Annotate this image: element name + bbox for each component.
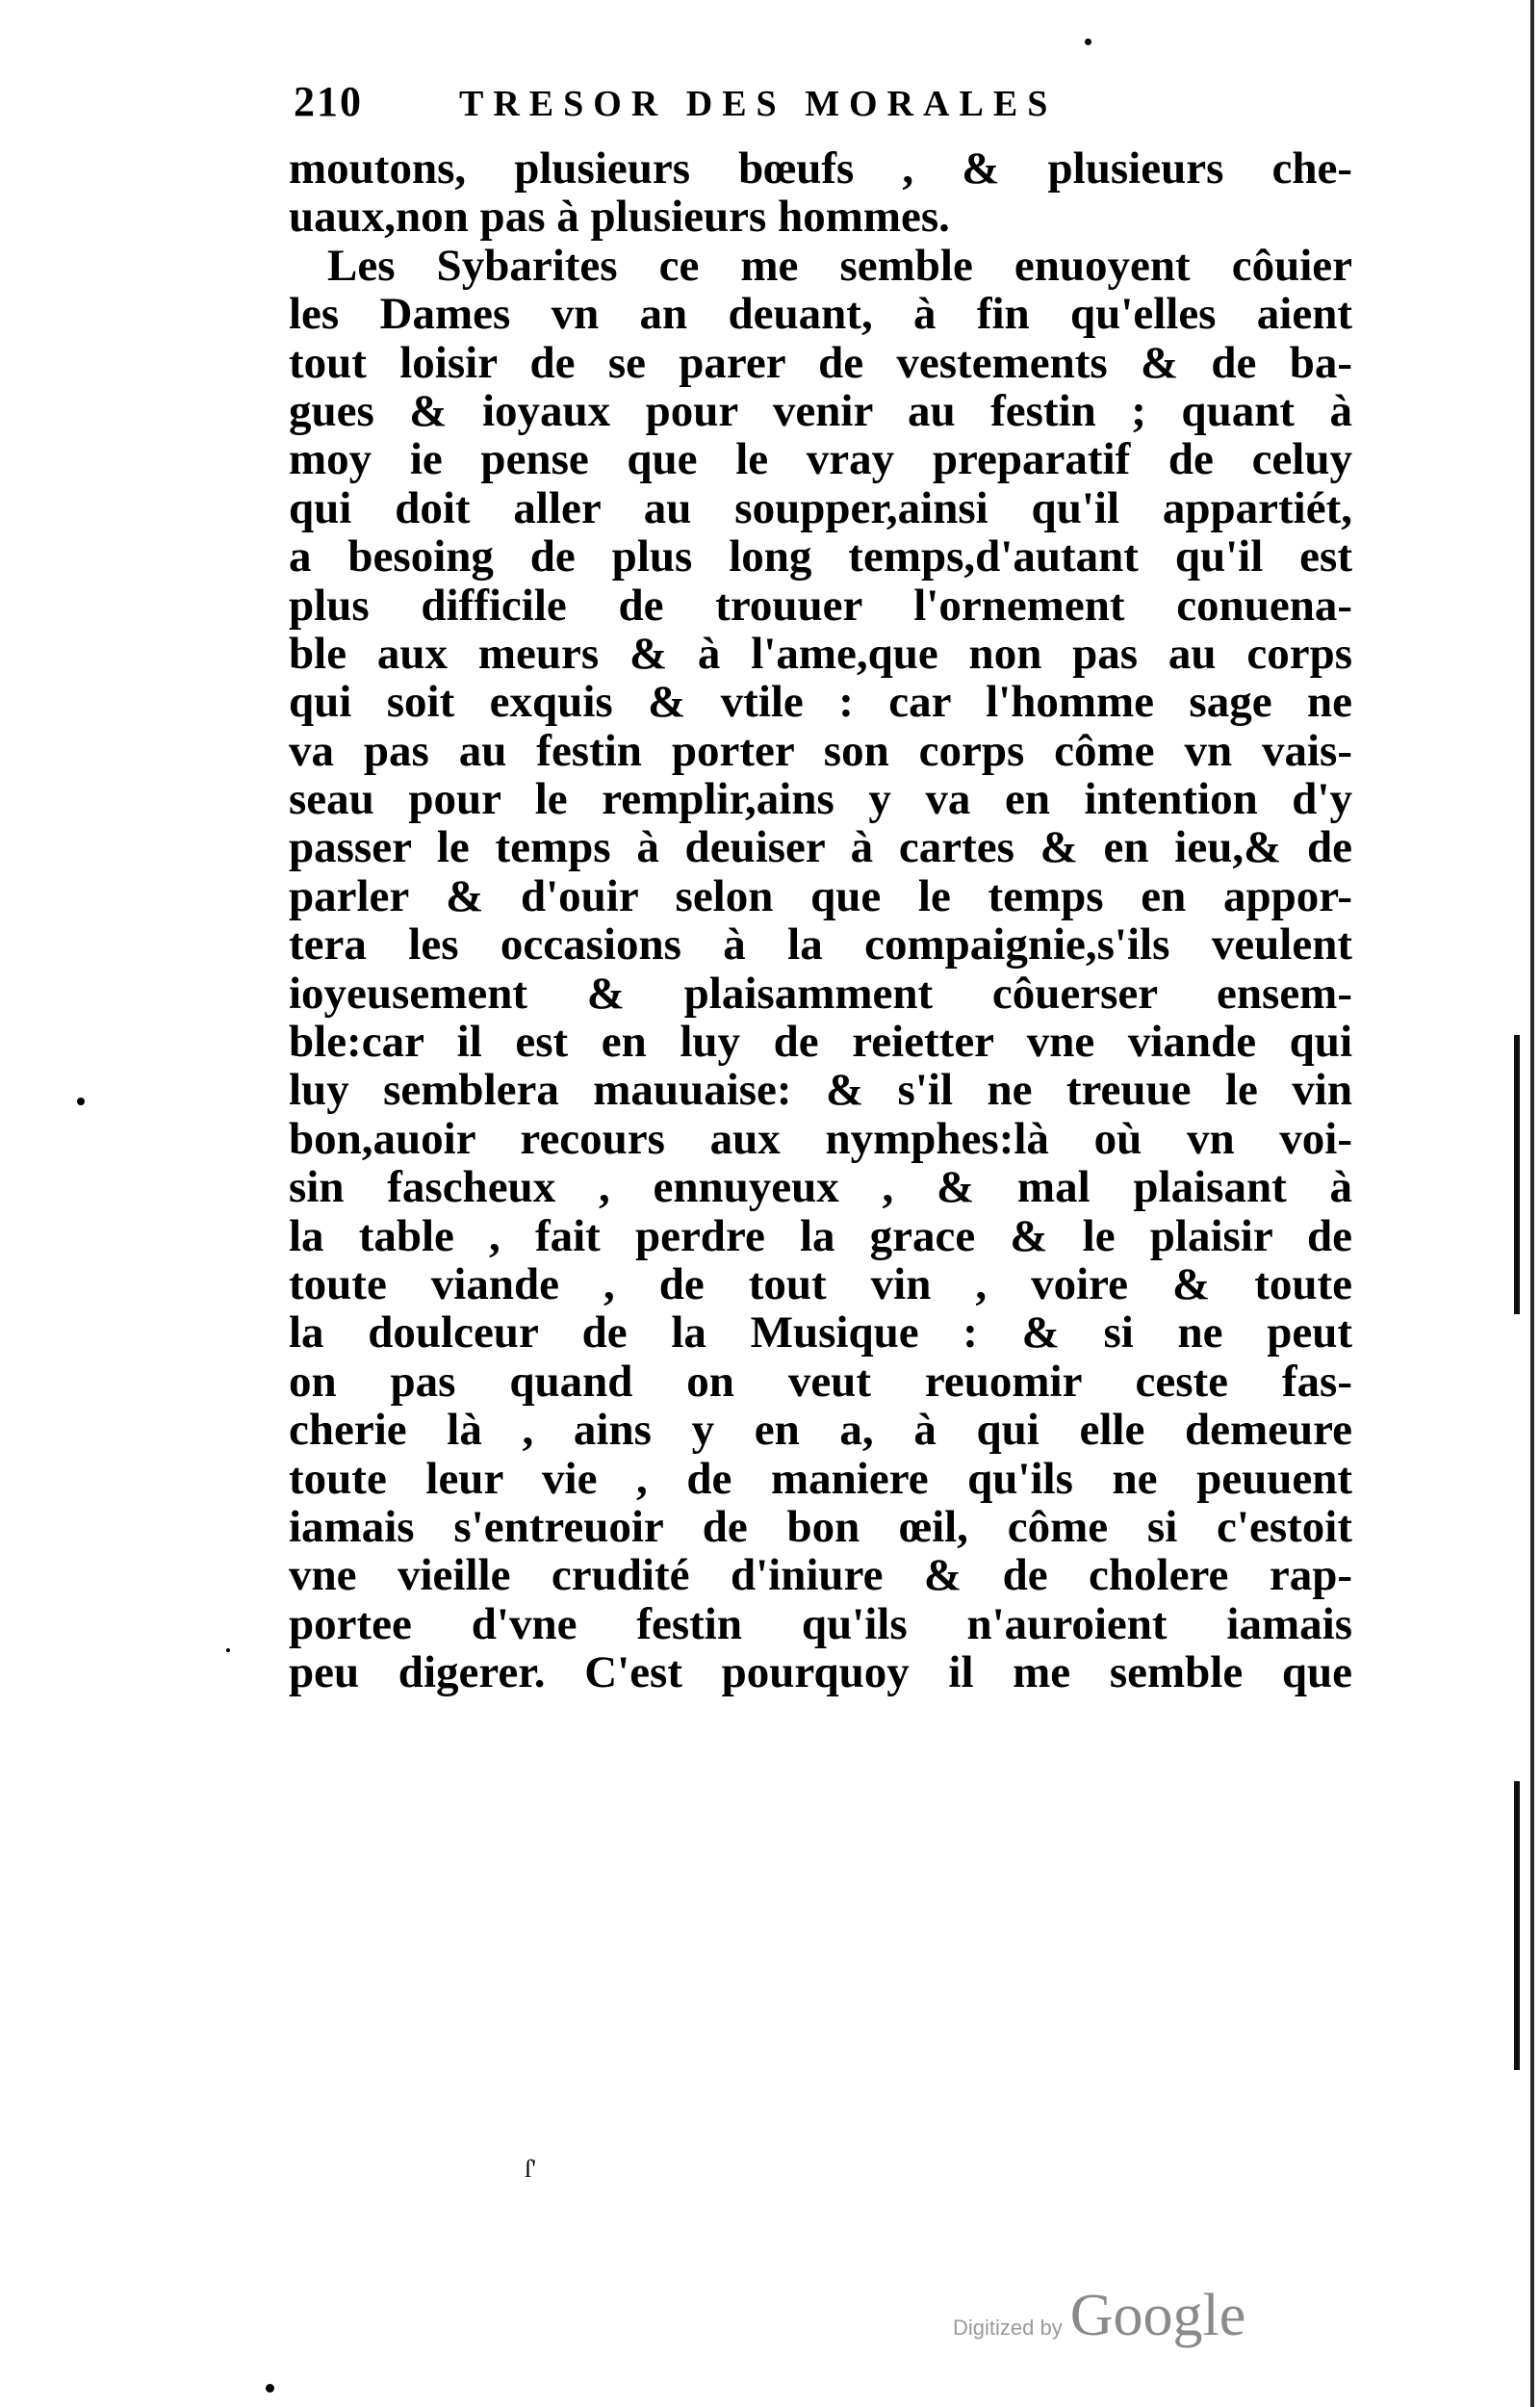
text-line: cherie là , ains y en a, à qui elle demeure — [289, 1406, 1352, 1455]
text-line: vne vieille crudité d'iniure & de cholere rap- — [289, 1551, 1352, 1600]
text-line: la doulceur de la Musique : & si ne peut — [289, 1308, 1352, 1358]
text-line: les Dames vn an deuant, à fin qu'elles aient — [289, 290, 1352, 339]
text-line: a besoing de plus long temps,d'autant qu'il est — [289, 532, 1352, 582]
text-line: seau pour le remplir,ains y va en intention d'y — [289, 775, 1352, 824]
text-line: tera les occasions à la compaignie,s'ils veulent — [289, 920, 1352, 970]
page-edge-mark — [1514, 1781, 1520, 2070]
text-line: moy ie pense que le vray preparatif de celuy — [289, 435, 1352, 484]
text-line: uaux,non pas à plusieurs hommes. — [289, 193, 950, 242]
page-number: 210 — [294, 78, 363, 125]
text-line: sin fascheux , ennuyeux , & mal plaisant à — [289, 1163, 1352, 1212]
running-head — [294, 77, 1218, 135]
body-text — [289, 144, 1352, 1697]
stray-ink-mark: ſ' — [525, 2155, 536, 2183]
text-line: ble:car il est en luy de reietter vne viande qui — [289, 1018, 1352, 1067]
text-line: luy semblera mauuaise: & s'il ne treuue le vin — [289, 1066, 1352, 1115]
text-line: qui doit aller au soupper,ainsi qu'il appartiét, — [289, 483, 1352, 533]
ink-speck — [266, 2384, 274, 2393]
page-edge-mark — [1514, 1035, 1520, 1314]
text-line: la table , fait perdre la grace & le plaisir de — [289, 1211, 1352, 1260]
ink-speck — [77, 1098, 85, 1105]
text-line: peu digerer. C'est pourquoy il me semble que — [289, 1648, 1352, 1697]
text-line: plus difficile de trouuer l'ornement conuena- — [289, 581, 1352, 630]
text-line: bon,auoir recours aux nymphes:là où vn voi- — [289, 1114, 1352, 1164]
text-line: passer le temps à deuiser à cartes & en ieu,& de — [289, 823, 1352, 872]
text-line: parler & d'ouir selon que le temps en appor- — [289, 871, 1352, 921]
digitization-watermark — [953, 2282, 1245, 2350]
text-line: on pas quand on veut reuomir ceste fas- — [289, 1357, 1352, 1407]
text-line: va pas au festin porter son corps côme vn vais- — [289, 726, 1352, 776]
text-line: iamais s'entreuoir de bon œil, côme si c'estoit — [289, 1502, 1352, 1552]
text-line: qui soit exquis & vtile : car l'homme sage ne — [289, 678, 1352, 727]
text-line: portee d'vne festin qu'ils n'auroient iamais — [289, 1599, 1352, 1649]
text-line: toute leur vie , de maniere qu'ils ne peuuent — [289, 1454, 1352, 1503]
ink-speck — [226, 1648, 230, 1652]
google-logo: Google — [1069, 2283, 1246, 2348]
watermark-prefix: Digitized by — [953, 2316, 1063, 2340]
running-title: TRESOR DES MORALES — [459, 84, 1058, 124]
text-line: Les Sybarites ce me semble enuoyent côuier — [327, 241, 1352, 291]
text-line: tout loisir de se parer de vestements & de ba- — [289, 338, 1352, 387]
text-line: gues & ioyaux pour venir au festin ; quant à — [289, 386, 1352, 436]
text-line: ioyeusement & plaisamment côuerser ensem- — [289, 969, 1352, 1019]
text-line: moutons, plusieurs bœufs , & plusieurs che- — [289, 144, 1352, 194]
page-edge-rule — [1530, 0, 1534, 2407]
ink-speck — [1085, 39, 1091, 45]
text-line: toute viande , de tout vin , voire & toute — [289, 1259, 1352, 1309]
text-line: ble aux meurs & à l'ame,que non pas au corps — [289, 629, 1352, 679]
